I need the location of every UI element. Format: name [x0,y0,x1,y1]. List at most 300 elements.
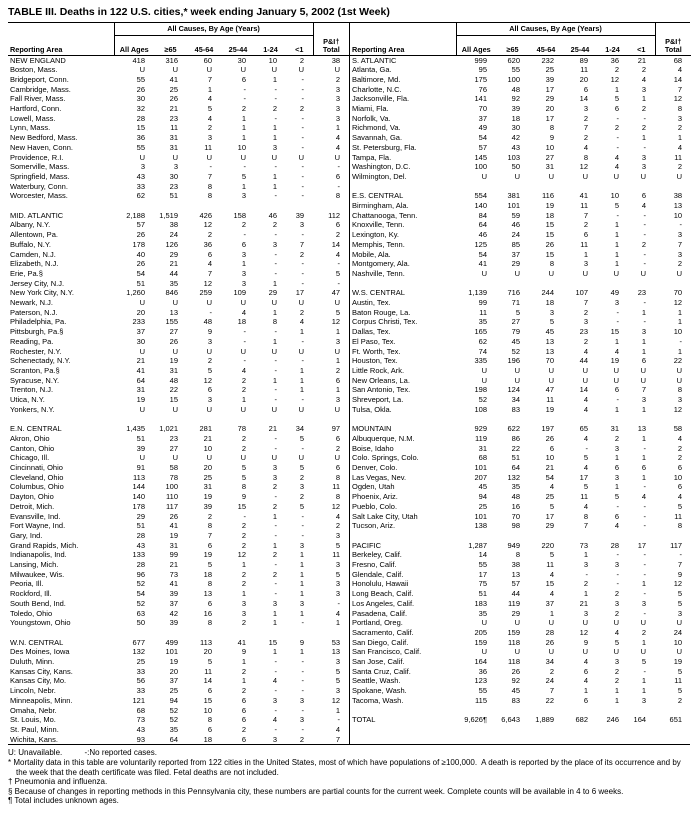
value-cell: 3 [614,443,619,453]
value-cell: 3 [272,142,277,152]
value-cell: 58 [169,463,178,472]
reporting-area-cell: Bridgeport, Conn. [10,74,69,84]
value-cell: 52 [511,346,520,356]
reporting-area-cell: Washington, D.C. [352,162,411,172]
reporting-area-cell: Canton, Ohio [10,443,55,453]
footnote-dagger: † Pneumonia and influenza. [8,777,108,787]
value-cell: - [274,724,277,734]
reporting-area-cell: New Bedford, Mass. [10,133,78,143]
value-cell: 716 [507,288,520,298]
value-cell: 281 [199,424,212,434]
value-cell: 7 [677,84,683,94]
value-cell: 35 [169,278,178,288]
city-row [8,735,349,745]
col-header-all-ages: All Ages [456,35,496,55]
city-row [350,123,691,133]
value-cell: - [274,686,277,696]
reporting-area-cell: E.N. CENTRAL [10,424,62,434]
value-cell: 11 [204,666,212,676]
value-cell: 651 [669,715,683,725]
value-cell: 178 [132,501,145,511]
reporting-area-cell: MID. ATLANTIC [10,210,64,220]
reporting-area-cell: Schenectady, N.Y. [10,356,71,366]
value-cell: 29 [169,249,178,259]
value-cell: 21 [637,55,647,65]
city-row [350,337,691,347]
value-cell: 27 [169,443,178,453]
value-cell: 47 [545,385,554,395]
value-cell: U [271,152,277,162]
value-cell: 70 [478,104,487,114]
value-cell: 8 [549,123,554,133]
value-cell: 1 [272,133,277,143]
value-cell: 5 [677,589,683,599]
value-cell: U [271,298,277,308]
value-cell: 3 [299,695,305,705]
region-row [350,191,691,201]
value-cell: U [139,453,145,463]
value-cell: - [274,356,277,366]
value-cell: 4 [641,201,647,211]
value-cell: - [643,142,647,152]
value-cell: 55 [478,686,487,696]
reporting-area-cell: Tampa, Fla. [352,152,392,162]
footnote-legend: U: Unavailable. -:No reported cases. [8,748,157,758]
value-cell: 93 [136,734,145,744]
value-cell: 45 [511,686,520,696]
value-cell: 11 [674,511,683,521]
value-cell: 2 [549,666,554,676]
reporting-area-cell: MOUNTAIN [352,424,392,434]
reporting-area-cell: New York City, N.Y. [10,288,74,298]
value-cell: 12 [673,404,683,414]
value-cell: 15 [136,123,145,133]
value-cell: 7 [677,239,683,249]
value-cell: 26 [169,94,178,104]
value-cell: 1 [241,133,246,143]
value-cell: 55 [136,142,145,152]
value-cell: 37 [545,598,554,608]
value-cell: - [274,579,277,589]
value-cell: 3 [335,104,341,114]
city-row [350,220,691,230]
city-row [8,482,349,492]
value-cell: 2 [241,666,246,676]
value-cell: 26 [545,637,554,647]
value-cell: 12 [331,501,341,511]
value-cell: 1 [641,346,647,356]
value-cell: 17 [545,113,554,123]
value-cell: 74 [478,346,487,356]
value-cell: 51 [511,453,520,463]
value-cell: 1 [335,618,341,628]
value-cell: 26 [169,511,178,521]
value-cell: 8 [515,550,520,560]
value-cell: 1 [614,453,619,463]
value-cell: - [643,511,647,521]
value-cell: 34 [295,424,305,434]
city-row [8,657,349,667]
city-row [8,133,349,143]
value-cell: - [274,385,277,395]
city-row [8,75,349,85]
section-spacer [350,182,691,192]
value-cell: 58 [673,424,683,434]
value-cell: 6 [335,375,341,385]
city-row [8,696,349,706]
value-cell: 43 [136,724,145,734]
value-cell: 52 [136,598,145,608]
value-cell: 31 [169,142,178,152]
value-cell: - [274,268,277,278]
value-cell: 6 [335,463,341,472]
reporting-area-cell: Scranton, Pa.§ [10,365,60,375]
value-cell: 54 [478,249,487,259]
value-cell: 3 [272,239,277,249]
value-cell: 846 [165,288,178,298]
value-cell: 178 [132,239,145,249]
value-cell: 2 [614,65,619,75]
value-cell: 5 [549,501,554,511]
value-cell: 11 [170,123,178,133]
value-cell: 15 [237,501,246,511]
value-cell: 78 [237,424,246,434]
value-cell: 3 [207,133,212,143]
value-cell: - [301,171,305,181]
value-cell: - [301,724,305,734]
city-row [8,104,349,114]
value-cell: 46 [511,220,520,230]
city-row [8,385,349,395]
city-row [8,230,349,240]
col-header-1-24: 1-24 [255,35,286,55]
value-cell: 101 [474,462,487,472]
value-cell: 8 [272,317,277,327]
value-cell: 6 [335,220,341,230]
value-cell: 5 [677,666,683,676]
value-cell: 3 [583,259,588,269]
region-row [350,715,691,725]
value-cell: 13 [673,201,683,211]
value-cell: U [613,268,619,278]
value-cell: 6 [641,191,647,201]
value-cell: 2 [677,443,683,453]
city-row [8,366,349,376]
reporting-area-cell: Reading, Pa. [10,336,54,346]
value-cell: 21 [545,462,554,472]
section-spacer [350,706,691,716]
value-cell: 8 [549,259,554,269]
value-cell: 4 [272,715,277,725]
value-cell: 7 [299,239,305,249]
value-cell: 3 [549,307,554,317]
value-cell: 2 [241,569,246,579]
value-cell: 43 [136,540,145,550]
reporting-area-cell: San Diego, Calif. [352,637,409,647]
city-row [8,550,349,560]
value-cell: U [334,346,341,356]
value-cell: 99 [478,298,487,308]
value-cell: 52 [136,579,145,589]
value-cell: 54 [545,472,554,482]
value-cell: 5 [614,492,619,502]
value-cell: 7 [549,686,554,696]
value-cell: - [274,249,277,259]
value-cell: 4 [677,142,683,152]
city-row [8,153,349,163]
value-cell: 1 [299,365,305,375]
reporting-area-cell: Tulsa, Okla. [352,404,392,414]
value-cell: - [616,133,619,143]
value-cell: 101 [474,511,487,521]
value-cell: 2 [272,550,277,560]
value-cell: 30 [136,336,145,346]
value-cell: 141 [474,94,487,104]
reporting-area-cell: Chattanooga, Tenn. [352,210,418,220]
value-cell: 2 [207,230,212,240]
value-cell: 246 [606,715,619,725]
reporting-area-cell: Cincinnati, Ohio [10,463,63,472]
value-cell: 27 [545,152,554,162]
city-row [350,502,691,512]
reporting-area-cell: San Francisco, Calif. [352,647,422,657]
reporting-area-cell: Fort Wayne, Ind. [10,521,66,531]
value-cell: 6 [335,433,341,443]
value-cell: 2 [677,453,683,463]
value-cell: 2 [241,540,246,550]
value-cell: 3 [677,249,683,259]
city-row [8,618,349,628]
value-cell: 40 [136,249,145,259]
city-row [350,366,691,376]
value-cell: 1 [641,472,647,482]
reporting-area-cell: Columbus, Ohio [10,482,64,492]
value-cell: 233 [132,317,145,327]
value-cell: 1 [299,608,305,618]
value-cell: 2 [299,55,305,65]
value-cell: 89 [579,55,588,65]
value-cell: 6 [614,462,619,472]
value-cell: U [206,298,212,308]
value-cell: 20 [203,463,212,472]
value-cell: 1 [614,336,619,346]
value-cell: 259 [199,288,212,298]
value-cell: 55 [136,74,145,84]
value-cell: - [301,443,305,453]
reporting-area-cell: W.N. CENTRAL [10,637,64,647]
value-cell: U [582,268,588,278]
value-cell: 30 [169,171,178,181]
value-cell: 23 [169,113,178,123]
value-cell: U [481,365,487,375]
right-panel [349,23,690,744]
value-cell: 7 [207,74,212,84]
value-cell: 28 [136,560,145,570]
value-cell: 29 [511,259,520,269]
value-cell: 73 [136,715,145,725]
value-cell: 94 [478,492,487,502]
value-cell: 418 [132,55,145,65]
value-cell: - [585,443,588,453]
value-cell: - [243,327,246,337]
value-cell: 3 [335,84,341,94]
value-cell: 64 [136,375,145,385]
value-cell: U [334,453,341,463]
value-cell: - [679,336,683,346]
reporting-area-cell: Chicago, Ill. [10,453,50,463]
city-row [8,512,349,522]
value-cell: 5 [335,307,341,317]
value-cell: 25 [478,501,487,511]
value-cell: 19 [610,356,619,366]
value-cell: 6 [241,239,246,249]
value-cell: - [301,666,305,676]
left-table [8,23,349,744]
value-cell: 21 [169,560,178,570]
value-cell: U [206,65,212,75]
value-cell: - [274,705,277,715]
value-cell: 207 [474,472,487,482]
value-cell: 949 [507,540,520,550]
value-cell: 12 [203,375,212,385]
value-cell: 4 [583,462,588,472]
value-cell: - [643,521,647,531]
value-cell: 10 [268,55,277,65]
value-cell: 1 [299,589,305,599]
value-cell: 27 [511,317,520,327]
value-cell: U [481,375,487,385]
value-cell: U [548,618,554,628]
city-row [350,628,691,638]
reporting-area-cell: Berkeley, Calif. [352,550,402,560]
col-header-65plus: ≥65 [154,35,187,55]
value-cell: 2 [641,239,647,249]
reporting-area-cell: Indianapolis, Ind. [10,550,67,560]
value-cell: 499 [165,637,178,647]
value-cell: 5 [241,463,246,472]
value-cell: 12 [331,317,341,327]
value-cell: - [337,715,341,725]
value-cell: 3 [335,579,341,589]
city-row [350,686,691,696]
city-row [350,638,691,648]
value-cell: 21 [203,433,212,443]
value-cell: U [640,375,647,385]
reporting-area-cell: St. Petersburg, Fla. [352,142,417,152]
value-cell: 2 [241,220,246,230]
value-cell: 10 [610,191,619,201]
value-cell: - [301,123,305,133]
value-cell: 2 [677,259,683,269]
value-cell: - [274,84,277,94]
reporting-area-cell: Ft. Worth, Tex. [352,346,401,356]
value-cell: - [274,492,277,502]
reporting-area-cell: Pittsburgh, Pa.§ [10,327,64,337]
value-cell: 220 [541,540,554,550]
right-table [350,23,691,725]
value-cell: 1 [335,705,341,715]
value-cell: - [643,589,647,599]
value-cell: 18 [203,569,212,579]
reporting-area-cell: Elizabeth, N.J. [10,259,59,269]
value-cell: U [548,647,554,657]
value-cell: 86 [511,433,520,443]
value-cell: 28 [136,113,145,123]
value-cell: - [643,666,647,676]
value-cell: 8 [583,511,588,521]
reporting-area-cell: Birmingham, Ala. [352,201,409,211]
value-cell: U [334,404,341,414]
value-cell: 12 [203,220,212,230]
value-cell: 119 [508,598,520,608]
value-cell: 4 [207,259,212,269]
value-cell: 15 [545,230,554,240]
value-cell: 49 [610,288,619,298]
value-cell: 929 [474,424,487,434]
value-cell: 9 [299,637,305,647]
reporting-area-cell: Baton Rouge, La. [352,307,411,317]
value-cell: 64 [511,462,520,472]
value-cell: 37 [169,598,178,608]
value-cell: 1,260 [126,288,145,298]
value-cell: U [271,346,277,356]
value-cell: 21 [169,104,178,114]
value-cell: - [616,142,619,152]
value-cell: 17 [579,472,588,482]
reporting-area-cell: Phoenix, Ariz. [352,492,398,502]
value-cell: 18 [237,317,246,327]
value-cell: 8 [207,618,212,628]
city-row [8,715,349,725]
value-cell: 3 [335,395,341,405]
city-row [8,609,349,619]
value-cell: U [240,152,246,162]
reporting-area-cell: Seattle, Wash. [352,676,401,686]
city-row [8,444,349,454]
reporting-area-cell: Tacoma, Wash. [352,695,404,705]
footnotes [8,748,690,806]
value-cell: 3 [207,395,212,405]
reporting-area-cell: Evansville, Ind. [10,511,61,521]
value-cell: 8 [335,472,341,482]
value-cell: 3 [677,608,683,618]
value-cell: - [643,298,647,308]
value-cell: 5 [299,433,305,443]
value-cell: U [640,647,647,657]
value-cell: 34 [545,657,554,667]
reporting-area-cell: Newark, N.J. [10,298,53,308]
value-cell: 5 [614,201,619,211]
value-cell: 124 [507,385,520,395]
value-cell: 6 [207,385,212,395]
value-cell: 36 [203,239,212,249]
value-cell: 3 [583,104,588,114]
value-cell: 6 [241,715,246,725]
value-cell: 97 [331,424,341,434]
reporting-area-cell: Somerville, Mass. [10,162,70,172]
value-cell: U [548,171,554,181]
value-cell: U [582,618,588,628]
value-cell: 1 [272,171,277,181]
value-cell: 6 [614,511,619,521]
reporting-area-cell: New Haven, Conn. [10,142,73,152]
value-cell: 1 [241,676,246,686]
value-cell: 7 [207,268,212,278]
value-cell: 1 [583,550,588,560]
value-cell: 39 [295,210,305,220]
table-title: TABLE III. Deaths in 122 U.S. cities,* week ending January 5, 2002 (1st Week) [8,6,390,18]
value-cell: 26 [545,433,554,443]
